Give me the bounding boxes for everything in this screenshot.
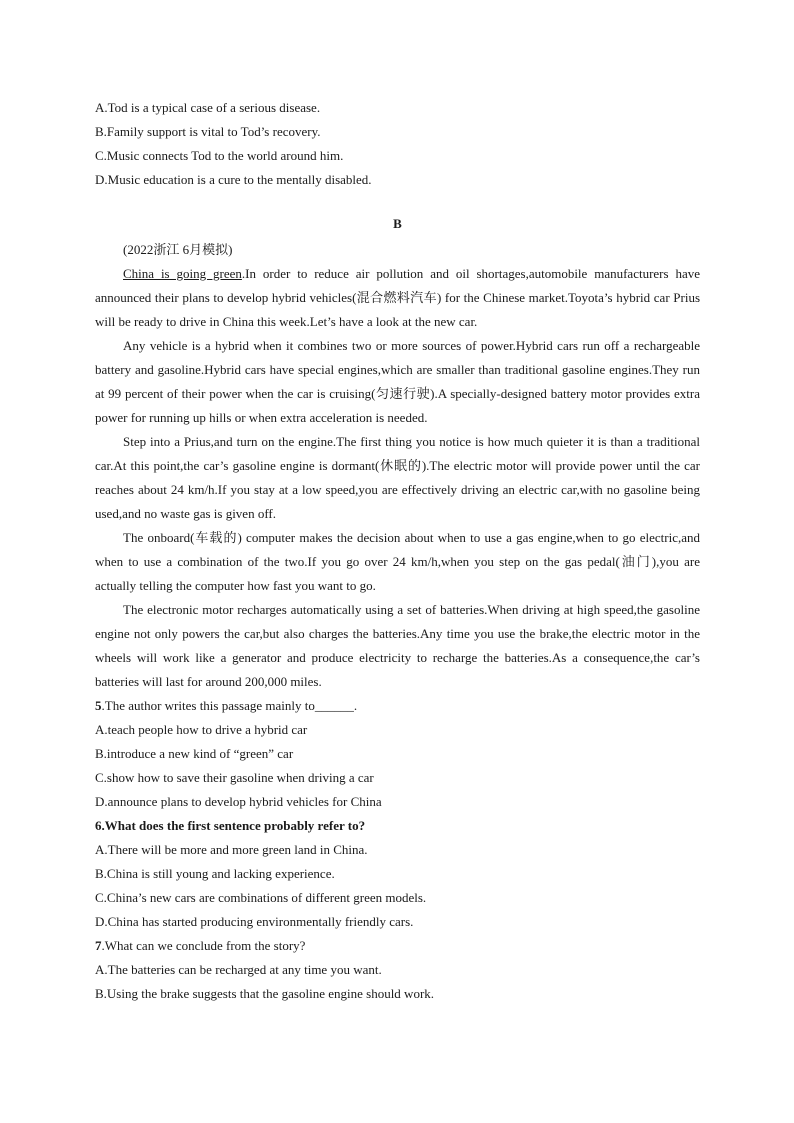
question-number: 6 (95, 818, 102, 833)
passage-paragraph-5: The electronic motor recharges automatically using a set of batteries.When driving at high speed,the gasoline engine not only powers the car,but also charges the batteries.Any time you use the brake,the electric motor in the wheels will work like a generator and produce electricity to recharge the batteries.As a consequence,the car’s batteries will last for around 200,000 miles. (95, 602, 700, 689)
section-heading: B (393, 216, 402, 231)
question-5-option-c: C.show how to save their gasoline when driving a car (95, 770, 374, 785)
passage-paragraph-2: Any vehicle is a hybrid when it combines two or more sources of power.Hybrid cars run off a rechargeable battery and gasoline.Hybrid cars have special engines,which are smaller than traditional gasoline engines.They run at 99 percent of their power when the car is cruising(匀速行驶).A specially-designed battery motor provides extra power for running up hills or when extra acceleration is needed. (95, 338, 700, 425)
paragraph-1-rest: .In order to reduce air pollution and oil shortages,automobile manufacturers have announced their plans to develop hybrid vehicles(混合燃料汽车) for the Chinese market.Toyota’s hybrid car Prius will be ready to drive in China this week.Let’s have a look at the new car. (95, 266, 700, 329)
document-content (95, 96, 700, 1006)
question-6-option-d: D.China has started producing environmentally friendly cars. (95, 914, 414, 929)
option-a: A.Tod is a typical case of a serious disease. (95, 100, 321, 115)
option-b: B.Family support is vital to Tod’s recovery. (95, 124, 321, 139)
question-number: 7 (95, 938, 102, 953)
question-text: .What can we conclude from the story? (101, 938, 306, 953)
question-5-option-d: D.announce plans to develop hybrid vehicles for China (95, 794, 382, 809)
passage-paragraph-1 (95, 262, 700, 334)
first-sentence-underlined: China is going green (123, 266, 242, 281)
passage-paragraph-4: The onboard(车载的) computer makes the decision about when to use a gas engine,when to go electric,and when to use a combination of the two.If you go over 24 km/h,when you step on the gas pedal(油门),you are actually telling the computer how fast you want to go. (95, 530, 700, 593)
question-6 (95, 814, 700, 934)
previous-question-options (95, 96, 700, 192)
question-text: .What does the first sentence probably refer to? (101, 818, 366, 833)
passage (95, 262, 700, 694)
question-5-option-a: A.teach people how to drive a hybrid car (95, 722, 308, 737)
question-5-option-b: B.introduce a new kind of “green” car (95, 746, 294, 761)
question-7-stem (95, 934, 700, 958)
question-6-option-c: C.China’s new cars are combinations of different green models. (95, 890, 427, 905)
question-6-stem (95, 814, 700, 838)
question-6-option-a: A.There will be more and more green land in China. (95, 842, 368, 857)
question-7-option-a: A.The batteries can be recharged at any time you want. (95, 962, 382, 977)
question-7-option-b: B.Using the brake suggests that the gasoline engine should work. (95, 986, 435, 1001)
question-7 (95, 934, 700, 1006)
option-c: C.Music connects Tod to the world around him. (95, 148, 344, 163)
question-text: .The author writes this passage mainly to______. (101, 698, 358, 713)
question-5 (95, 694, 700, 814)
question-number: 5 (95, 698, 102, 713)
passage-paragraph-3: Step into a Prius,and turn on the engine.The first thing you notice is how much quieter it is than a traditional car.At this point,the car’s gasoline engine is dormant(休眠的).The electric motor will provide power until the car reaches about 24 km/h.If you stay at a low speed,you are effectively driving an electric car,with no gasoline being used,and no waste gas is given off. (95, 434, 700, 521)
section-source: (2022浙江 6月模拟) (123, 242, 233, 257)
question-5-stem (95, 694, 700, 718)
option-d: D.Music education is a cure to the mentally disabled. (95, 172, 372, 187)
question-6-option-b: B.China is still young and lacking experience. (95, 866, 335, 881)
